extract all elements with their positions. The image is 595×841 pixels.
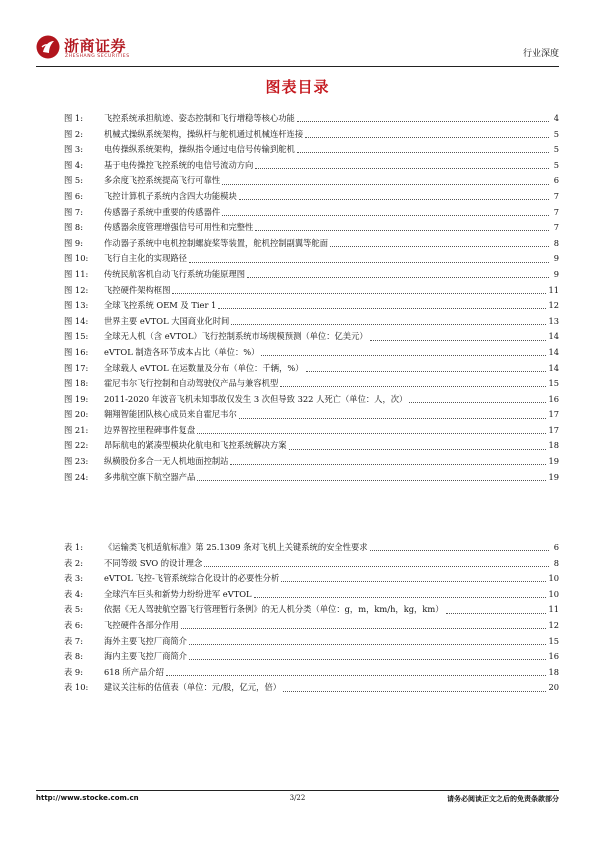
figure-entry-page: 5 [553,128,559,139]
dot-leader [254,597,547,598]
figure-entry[interactable] [64,251,559,267]
dot-leader [306,371,547,372]
dot-leader [218,308,546,309]
figure-entry[interactable] [64,220,559,236]
figure-entry-page: 17 [548,424,559,435]
dot-leader [239,418,547,419]
dot-leader [297,152,549,153]
figure-entry-label: 图 3: [64,144,84,155]
figure-entry-page: 14 [548,331,559,342]
figure-entry[interactable] [64,361,559,377]
table-entry-page: 11 [548,604,559,615]
dot-leader [197,433,546,434]
table-entry-title: 《运输类飞机适航标准》第 25.1309 条对飞机上关键系统的安全性要求 [104,542,368,552]
report-type-label: 行业深度 [522,49,559,59]
figure-entry-label: 图 10: [64,253,89,264]
dot-leader [172,293,546,294]
figure-entry[interactable] [64,127,559,143]
dot-leader [255,168,549,169]
figure-entry-label: 图 12: [64,284,89,295]
table-entry-label: 表 8: [64,651,84,662]
figure-entry-title: 边界智控里程碑事件复盘 [104,424,196,435]
figure-entry-label: 图 15: [64,331,89,342]
figure-entry-page: 4 [553,113,559,123]
figure-entry[interactable] [64,407,559,423]
table-entry-title: eVTOL 飞控-飞管系统综合化设计的必要性分析 [104,573,280,584]
table-entry-title: 建议关注标的估值表（单位：元/股，亿元，倍） [104,682,282,693]
figure-entry-page: 8 [553,237,559,248]
figure-entry-label: 图 6: [64,190,84,201]
figure-entry[interactable] [64,189,559,205]
figure-entry-title: 作动器子系统中电机控制螺旋桨等装置，舵机控制副翼等舵面 [104,237,329,248]
table-entry[interactable] [64,665,559,681]
table-entry[interactable] [64,649,559,665]
dot-leader [239,199,549,200]
table-entry-page: 12 [548,619,559,630]
figure-entry[interactable] [64,111,559,127]
table-entry[interactable] [64,587,559,603]
figure-entry-title: 电传操纵系统架构，操纵指令通过电信号传输到舵机 [104,144,295,155]
dot-leader [446,613,547,614]
footer-divider [36,790,559,791]
figure-entry[interactable] [64,454,559,470]
figure-entry-title: 飞控系统承担航迹、姿态控制和飞行增稳等核心功能 [104,113,295,123]
figure-entry-label: 图 16: [64,346,89,357]
page-title: 图表目录 [265,78,330,96]
table-entry-label: 表 6: [64,619,84,630]
figure-entry-label: 图 7: [64,206,84,217]
figure-entry-page: 5 [553,144,559,155]
figure-entry-label: 图 20: [64,409,89,420]
figure-entry-page: 18 [548,440,559,451]
dot-leader [204,566,549,567]
figure-entry-label: 图 24: [64,471,89,482]
footer-url-link[interactable]: http://www.stocke.com.cn [36,794,139,802]
figure-entry[interactable] [64,267,559,283]
table-entry[interactable] [64,634,559,650]
figure-entry-page: 14 [548,346,559,357]
figure-entry[interactable] [64,438,559,454]
figure-entry-page: 13 [548,315,559,326]
figure-entry-title: 翱翔智能团队核心成员来自霍尼韦尔 [104,409,237,420]
figure-entry-title: 飞控硬件架构框图 [104,284,171,295]
figure-entry-title: 全球无人机（含 eVTOL）飞行控制系统市场规模预测（单位：亿美元） [104,331,368,342]
figure-entry-label: 图 1: [64,113,84,123]
figure-entry-page: 16 [548,393,559,404]
figure-entry[interactable] [64,283,559,299]
figure-entry-title: 霍尼韦尔飞行控制和自动驾驶仪产品与兼容机型 [104,378,279,389]
dot-leader [189,659,546,660]
figure-entry-page: 7 [553,206,559,217]
table-entry-page: 8 [553,557,559,568]
table-entry-label: 表 7: [64,635,84,646]
figure-entry-page: 17 [548,409,559,420]
dot-leader [255,230,549,231]
table-entry-title: 飞控硬件各部分作用 [104,619,179,630]
dot-leader [222,184,549,185]
dot-leader [222,215,549,216]
figure-entry[interactable] [64,314,559,330]
figure-entry-title: 传感器余度管理增强信号可用性和完整性 [104,222,254,233]
table-entry-label: 表 9: [64,666,84,677]
header-divider [36,66,559,67]
figure-entry-page: 15 [548,378,559,389]
page-number: 3/22 [289,794,306,802]
page-header [36,34,559,64]
table-entry[interactable] [64,540,559,556]
dot-leader [283,691,546,692]
figure-entry-label: 图 5: [64,175,84,186]
figure-entry-page: 14 [548,362,559,373]
company-logo [36,34,166,64]
figure-entry[interactable] [64,345,559,361]
figure-entry-label: 图 8: [64,222,84,233]
figure-entry[interactable] [64,158,559,174]
figure-entry-label: 图 21: [64,424,89,435]
table-entry-page: 10 [548,588,559,599]
figure-entry-title: 传统民航客机自动飞行系统功能原理图 [104,268,246,279]
dot-leader [305,137,549,138]
figure-entry-title: 2011-2020 年波音飞机未知事故仅发生 3 次但导致 322 人死亡（单位：人，次） [104,393,408,404]
figure-entry[interactable] [64,173,559,189]
figure-entry-title: eVTOL 制造各环节成本占比（单位：%） [104,346,260,357]
figure-entry-title: 昂际航电的紧凑型模块化航电和飞控系统解决方案 [104,440,287,451]
figure-entry-label: 图 13: [64,300,89,311]
figure-entry-page: 6 [553,175,559,186]
table-entry-label: 表 5: [64,604,84,615]
figure-entry-label: 图 14: [64,315,89,326]
figure-entry-title: 世界主要 eVTOL 大国商业化时间 [104,315,230,326]
figure-entry-title: 基于电传操控飞控系统的电信号流动方向 [104,159,254,170]
figure-entry-page: 9 [553,253,559,264]
table-entry[interactable] [64,571,559,587]
figure-entry-title: 传感器子系统中重要的传感器件 [104,206,221,217]
table-entry-title: 全球汽车巨头和新势力纷纷进军 eVTOL [104,588,252,599]
table-entry-title: 依据《无人驾驶航空器飞行管理暂行条例》的无人机分类（单位：g，m，km/h，kg，km） [104,604,444,615]
figure-list [64,111,559,485]
dot-leader [280,386,546,387]
figure-entry-label: 图 22: [64,440,89,451]
dot-leader [370,550,549,551]
logo-subtitle: ZHESHANG SECURITIES [65,54,130,59]
figure-entry[interactable] [64,392,559,408]
dot-leader [289,449,547,450]
figure-entry-title: 飞控计算机子系统内含四大功能模块 [104,190,237,201]
figure-entry-title: 机械式操纵系统架构，操纵杆与舵机通过机械连杆连接 [104,128,304,139]
dot-leader [281,581,546,582]
figure-entry-title: 多弗航空旗下航空器产品 [104,471,196,482]
figure-entry-page: 7 [553,222,559,233]
dot-leader [261,355,546,356]
table-entry-page: 6 [553,542,559,552]
dot-leader [230,464,546,465]
figure-entry-page: 11 [548,284,559,295]
table-entry-label: 表 10: [64,682,89,693]
table-entry-label: 表 1: [64,542,84,552]
table-entry-page: 16 [548,651,559,662]
table-entry[interactable] [64,602,559,618]
figure-entry-title: 全球载人 eVTOL 在运数量及分布（单位：千辆，%） [104,362,304,373]
figure-entry-label: 图 18: [64,378,89,389]
table-entry[interactable] [64,556,559,572]
figure-entry-title: 全球飞控系统 OEM 及 Tier 1 [104,300,217,311]
table-entry-title: 不同等级 SVO 的设计理念 [104,557,203,568]
figure-entry-label: 图 9: [64,237,84,248]
figure-entry-label: 图 17: [64,362,89,373]
figure-entry[interactable] [64,142,559,158]
figure-entry-label: 图 23: [64,456,89,467]
table-entry-title: 海外主要飞控厂商简介 [104,635,187,646]
figure-entry[interactable] [64,376,559,392]
figure-entry-title: 多余度飞控系统提高飞行可靠性 [104,175,221,186]
figure-entry-label: 图 4: [64,159,84,170]
dot-leader [197,480,546,481]
figure-entry[interactable] [64,236,559,252]
figure-entry[interactable] [64,470,559,486]
figure-entry[interactable] [64,423,559,439]
table-entry-label: 表 2: [64,557,84,568]
dot-leader [330,246,549,247]
figure-entry-page: 5 [553,159,559,170]
figure-entry-label: 图 19: [64,393,89,404]
table-entry-page: 10 [548,573,559,584]
figure-entry-title: 纵横股份多合一无人机地面控制站 [104,456,229,467]
footer-disclaimer: 请务必阅读正文之后的免责条款部分 [447,795,559,803]
figure-entry-page: 9 [553,268,559,279]
dot-leader [189,262,549,263]
dot-leader [297,121,549,122]
dot-leader [247,277,549,278]
table-entry-page: 20 [548,682,559,693]
table-entry-title: 海内主要飞控厂商简介 [104,651,187,662]
table-entry-page: 15 [548,635,559,646]
logo-mark-icon [36,35,60,59]
figure-entry-label: 图 2: [64,128,84,139]
logo-name: 浙商证券 [64,37,127,55]
table-entry[interactable] [64,680,559,696]
figure-entry[interactable] [64,205,559,221]
table-list [64,540,559,696]
dot-leader [370,340,547,341]
figure-entry-page: 19 [548,471,559,482]
table-entry-title: 618 所产品介绍 [104,666,164,677]
table-entry-label: 表 4: [64,588,84,599]
figure-entry-label: 图 11: [64,268,89,279]
figure-entry[interactable] [64,298,559,314]
dot-leader [166,675,546,676]
table-entry-label: 表 3: [64,573,84,584]
dot-leader [231,324,546,325]
dot-leader [409,402,546,403]
figure-entry[interactable] [64,329,559,345]
figure-entry-page: 7 [553,190,559,201]
figure-entry-page: 19 [548,456,559,467]
dot-leader [189,644,546,645]
dot-leader [181,628,547,629]
figure-entry-page: 12 [548,300,559,311]
table-entry-page: 18 [548,666,559,677]
figure-entry-title: 飞行自主化的实现路径 [104,253,187,264]
table-entry[interactable] [64,618,559,634]
